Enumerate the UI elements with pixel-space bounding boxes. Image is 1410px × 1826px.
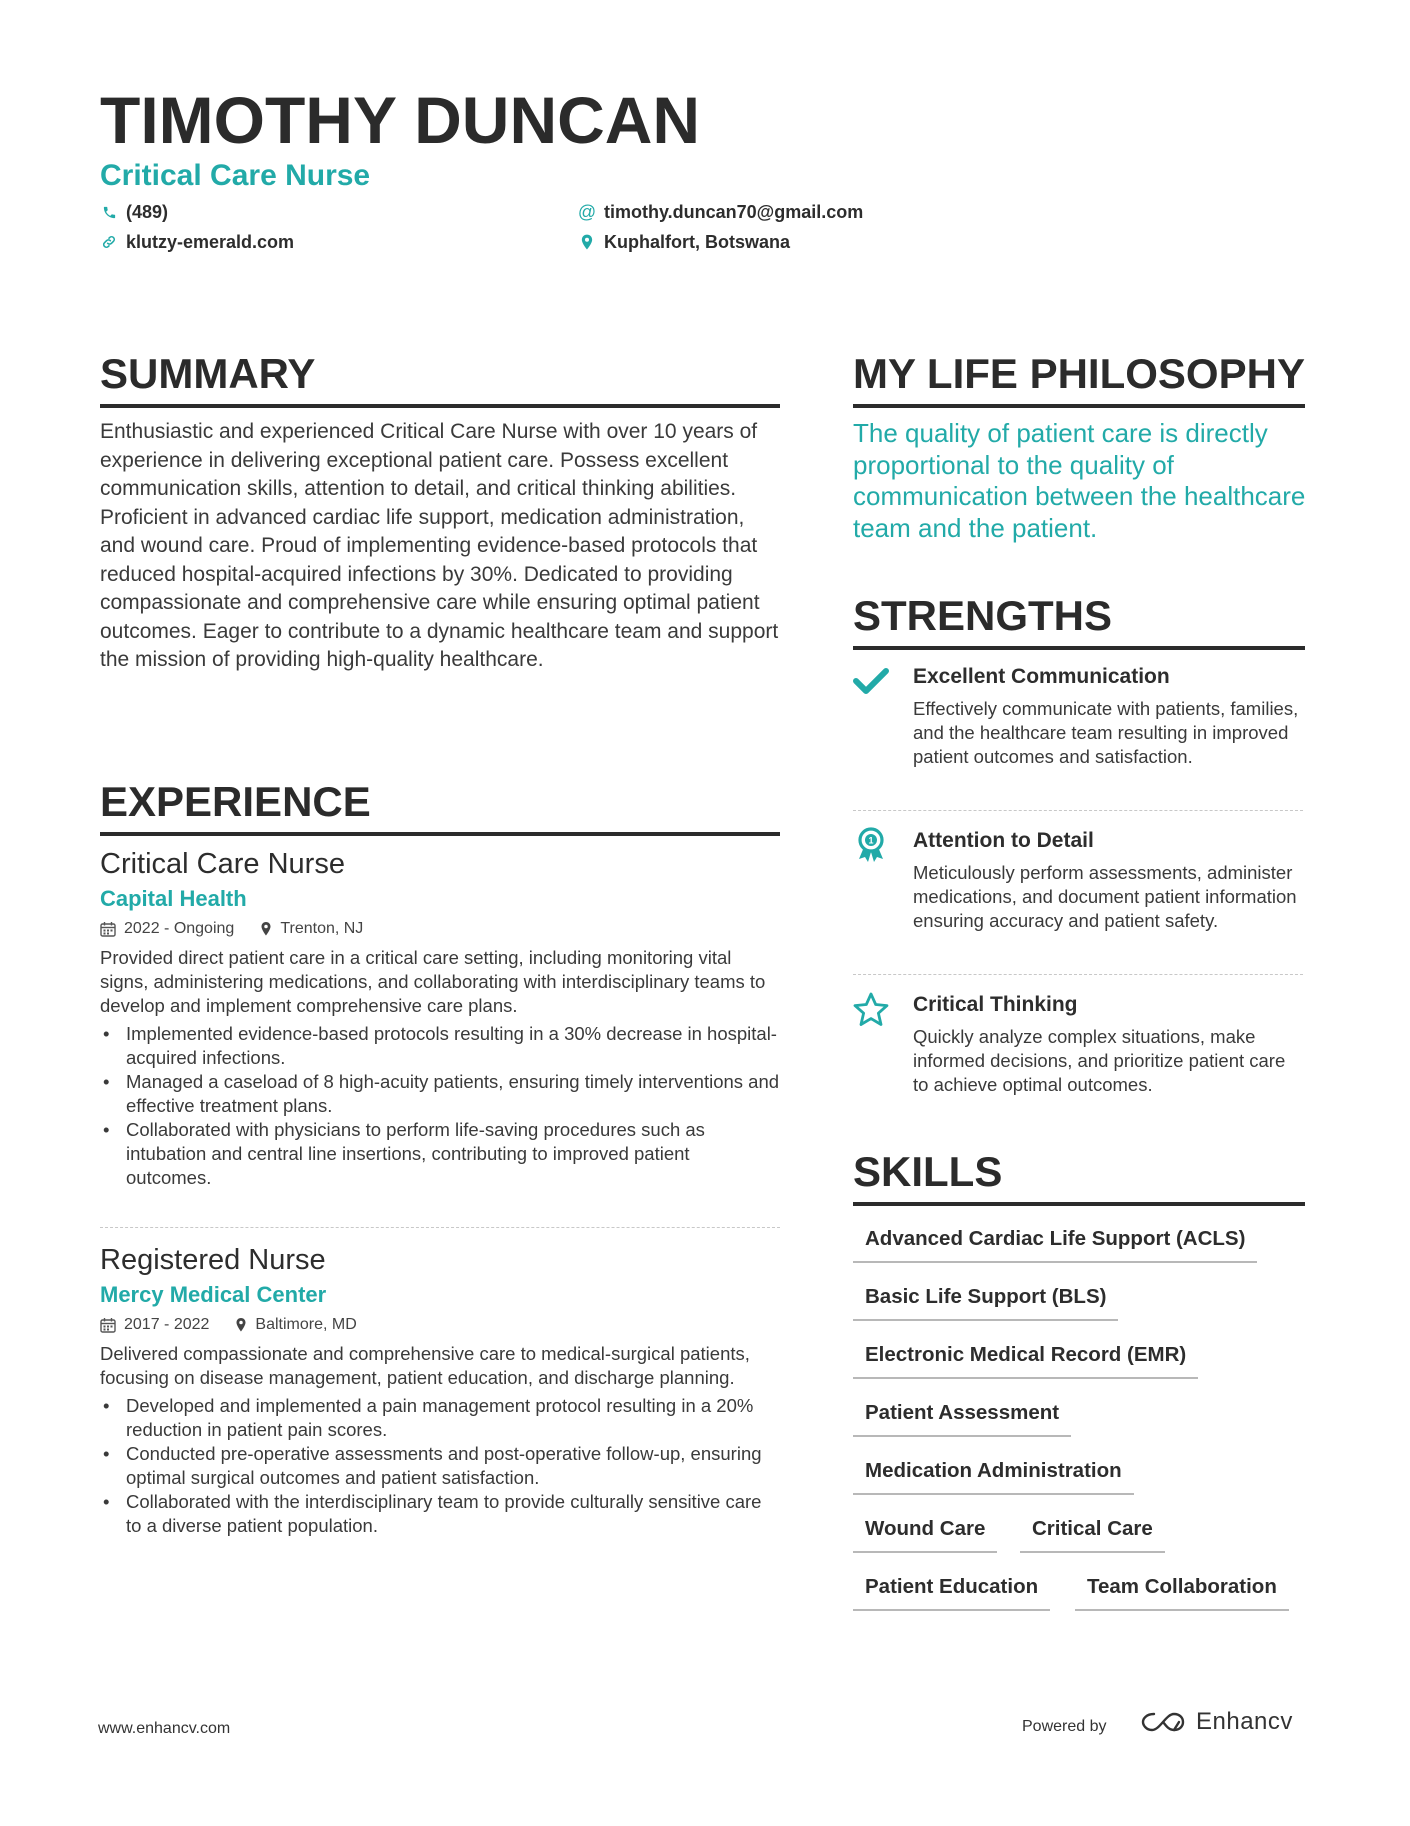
strength-title: Critical Thinking <box>913 993 1078 1016</box>
contact-email <box>578 201 863 223</box>
link-icon <box>100 233 118 251</box>
calendar-icon <box>100 921 116 937</box>
experience-heading: EXPERIENCE <box>100 778 780 836</box>
skills-heading: SKILLS <box>853 1148 1305 1206</box>
strength-item <box>853 827 1303 933</box>
strength-title: Attention to Detail <box>913 829 1094 852</box>
job-entry <box>100 846 780 1190</box>
job-dates-text: 2022 - Ongoing <box>124 920 235 937</box>
strength-divider <box>853 974 1303 975</box>
calendar-icon <box>100 1317 116 1333</box>
candidate-role: Critical Care Nurse <box>100 159 371 192</box>
job-location <box>260 918 363 940</box>
skill-tag: Team Collaboration <box>1075 1573 1289 1611</box>
job-bullet: • Developed and implemented a pain management protocol resulting in a 20% reduction in patient pain scores. <box>100 1394 780 1442</box>
enhancv-logo-icon <box>1140 1710 1186 1734</box>
job-bullet: • Implemented evidence-based protocols resulting in a 30% decrease in hospital-acquired infections. <box>100 1022 780 1070</box>
philosophy-quote: The quality of patient care is directly proportional to the quality of communication between the healthcare team and the patient. <box>853 418 1306 543</box>
job-description: Provided direct patient care in a critical care setting, including monitoring vital signs, administering medications, and collaborating with interdisciplinary teams to develop and implement comprehensive care plans. <box>100 947 766 1016</box>
job-dates <box>100 1314 209 1336</box>
skill-tag: Medication Administration <box>853 1457 1134 1495</box>
award-ribbon-icon <box>853 827 889 863</box>
job-bullets <box>100 1022 780 1190</box>
job-title: Critical Care Nurse <box>100 848 345 880</box>
footer-website[interactable]: www.enhancv.com <box>98 1720 231 1737</box>
summary-text: Enthusiastic and experienced Critical Care Nurse with over 10 years of experience in delivering exceptional patient care. Possess excellent communication skills, attention to detail, and critical thinking abilities. Proficient in advanced cardiac life support, medication administration, and wound care. Proud of implementing evidence-based protocols that reduced hospital-acquired infections by 30%. Dedicated to providing compassionate and comprehensive care while ensuring optimal patient outcomes. Eager to contribute to a dynamic healthcare team and support the mission of providing high-quality healthcare. <box>100 420 779 671</box>
strengths-heading: STRENGTHS <box>853 592 1305 650</box>
svg-text:1: 1 <box>868 835 874 846</box>
job-bullets <box>100 1394 780 1538</box>
job-company: Capital Health <box>100 886 247 911</box>
job-bullet: • Conducted pre-operative assessments and post-operative follow-up, ensuring optimal surgical outcomes and patient satisfaction. <box>100 1442 780 1490</box>
star-icon <box>853 991 889 1027</box>
skill-tag: Critical Care <box>1020 1515 1165 1553</box>
website-link[interactable]: klutzy-emerald.com <box>126 232 295 252</box>
job-company: Mercy Medical Center <box>100 1282 327 1307</box>
job-entry <box>100 1242 780 1538</box>
skill-tag: Electronic Medical Record (EMR) <box>853 1341 1198 1379</box>
location-pin-icon <box>260 921 272 937</box>
contact-phone <box>100 201 168 223</box>
candidate-name: TIMOTHY DUNCAN <box>100 83 701 157</box>
summary-heading: SUMMARY <box>100 350 780 408</box>
strength-item <box>853 991 1303 1097</box>
skill-tag: Advanced Cardiac Life Support (ACLS) <box>853 1225 1257 1263</box>
job-bullet: • Collaborated with the interdisciplinary team to provide culturally sensitive care to a diverse patient population. <box>100 1490 780 1538</box>
job-dates <box>100 918 234 940</box>
contact-location <box>578 231 790 253</box>
skill-tag: Basic Life Support (BLS) <box>853 1283 1118 1321</box>
philosophy-heading: MY LIFE PHILOSOPHY <box>853 350 1305 408</box>
footer-powered-by: Powered by <box>1022 1718 1107 1735</box>
location-pin-icon <box>578 233 596 251</box>
job-meta <box>100 1314 780 1336</box>
skill-tag: Patient Assessment <box>853 1399 1071 1437</box>
checkmark-icon <box>853 663 889 699</box>
strength-title: Excellent Communication <box>913 665 1170 688</box>
skill-tag: Patient Education <box>853 1573 1050 1611</box>
job-description: Delivered compassionate and comprehensive care to medical-surgical patients, focusing on disease management, patient education, and discharge planning. <box>100 1343 750 1388</box>
job-bullet: • Managed a caseload of 8 high-acuity patients, ensuring timely interventions and effective treatment plans. <box>100 1070 780 1118</box>
job-meta <box>100 918 780 940</box>
location-text: Kuphalfort, Botswana <box>604 232 791 252</box>
job-location-text: Trenton, NJ <box>280 920 364 937</box>
job-location <box>235 1314 356 1336</box>
job-dates-text: 2017 - 2022 <box>124 1316 210 1333</box>
contact-website <box>100 231 294 253</box>
job-bullet: • Collaborated with physicians to perform life-saving procedures such as intubation and central line insertions, contributing to improved patient outcomes. <box>100 1118 780 1190</box>
strength-item <box>853 663 1303 769</box>
job-divider <box>100 1227 780 1228</box>
job-title: Registered Nurse <box>100 1244 326 1276</box>
at-sign-icon: @ <box>577 202 597 222</box>
strength-divider <box>853 810 1303 811</box>
phone-icon <box>100 203 118 221</box>
strength-description: Effectively communicate with patients, families, and the healthcare team resulting in improved patient outcomes and satisfaction. <box>913 698 1299 767</box>
enhancv-logo[interactable] <box>1140 1708 1293 1736</box>
phone-text: (489) <box>126 202 169 222</box>
skill-tag: Wound Care <box>853 1515 997 1553</box>
strength-description: Meticulously perform assessments, administer medications, and document patient information ensuring accuracy and patient safety. <box>913 862 1297 931</box>
enhancv-brand-text: Enhancv <box>1196 1708 1293 1735</box>
email-link[interactable]: timothy.duncan70@gmail.com <box>604 202 864 222</box>
job-location-text: Baltimore, MD <box>255 1316 357 1333</box>
strength-description: Quickly analyze complex situations, make informed decisions, and prioritize patient care to achieve optimal outcomes. <box>913 1026 1286 1095</box>
location-pin-icon <box>235 1317 247 1333</box>
